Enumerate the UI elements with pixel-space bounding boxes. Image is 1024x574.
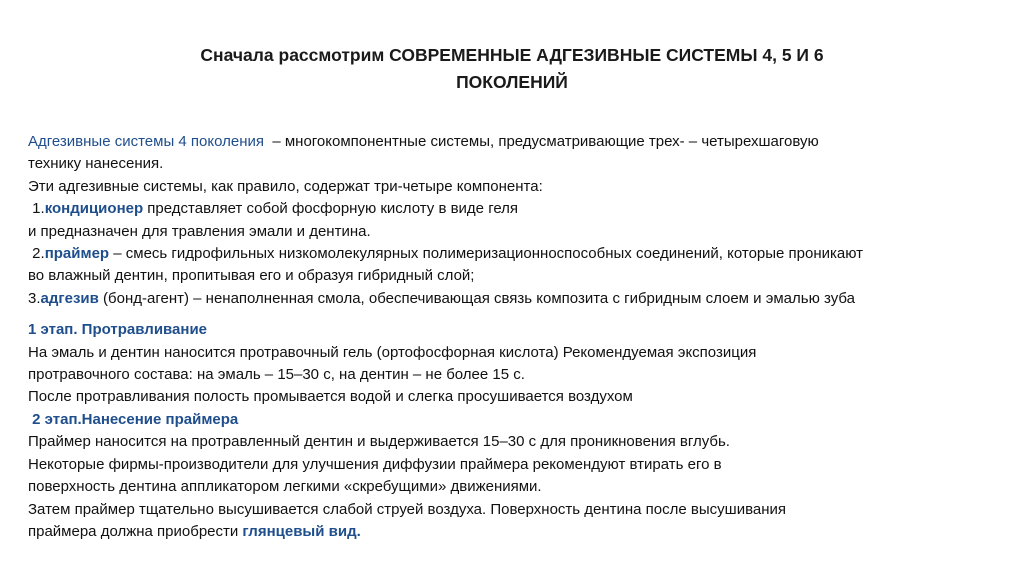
component-2-line-2: во влажный дентин, пропитывая его и образуя гибридный слой; [28,267,475,285]
intro-term: Адгезивные системы 4 поколения [28,133,264,150]
component-3-term: адгезив [40,289,99,307]
component-1-term: кондиционер [44,200,144,218]
stage-2-line-1: Праймер наносится на протравленный дентин и выдерживается 15–30 с для проникновения вглубь. [28,433,730,451]
component-1-line-1 [28,198,1018,220]
stage-1-line-2: протравочного состава: на эмаль – 15–30 с, на дентин – не более 15 с. [28,366,525,384]
component-1-number: 1. [28,200,45,218]
stage-2-line-5 [28,521,1018,543]
title-line-2: ПОКОЛЕНИЙ [456,72,568,92]
component-2-line-1 [28,243,1018,265]
component-3-line-1 [28,288,1018,310]
intro-line-2: технику нанесения. [28,155,164,173]
stage-2-heading: 2 этап.Нанесение праймера [28,410,239,428]
intro-line-3: Эти адгезивные системы, как правило, содержат три-четыре компонента: [28,177,543,195]
slide-title [0,42,1024,96]
glossy-term: глянцевый вид. [242,522,361,540]
stage-2-line-3: поверхность дентина аппликатором легкими «скребущими» движениями. [28,478,542,496]
component-2-term: праймер [44,245,110,263]
intro-line-1 [28,131,1018,153]
component-1-rest: представляет собой фосфорную кислоту в виде геля [143,200,519,218]
stage-1-line-3: После протравливания полость промывается водой и слегка просушивается воздухом [28,388,633,406]
component-3-number: 3. [28,289,41,307]
slide-body [28,131,1018,543]
stage-1-heading: 1 этап. Протравливание [28,321,208,339]
component-2-number: 2. [28,245,45,263]
stage-2-line-2: Некоторые фирмы-производители для улучшения диффузии праймера рекомендуют втирать его в [28,455,722,473]
stage-1-line-1: На эмаль и дентин наносится протравочный гель (ортофосфорная кислота) Рекомендуемая экспозиция [28,343,757,361]
stage-2-line-4: Затем праймер тщательно высушивается слабой струей воздуха. Поверхность дентина после высушивания [28,500,786,518]
component-3-rest: (бонд-агент) – ненаполненная смола, обеспечивающая связь композита с гибридным слоем и эмалью зуба [98,289,855,307]
intro-rest: – многокомпонентные системы, предусматривающие трех- – четырехшаговую [264,133,819,150]
title-line-1: Сначала рассмотрим СОВРЕМЕННЫЕ АДГЕЗИВНЫЕ СИСТЕМЫ 4, 5 И 6 [200,45,824,65]
component-1-line-2: и предназначен для травления эмали и дентина. [28,222,371,240]
component-2-rest: – смесь гидрофильных низкомолекулярных полимеризационноспособных соединений, которые проникают [109,245,864,263]
stage-2-line-5-start: праймера должна приобрести [28,522,243,540]
